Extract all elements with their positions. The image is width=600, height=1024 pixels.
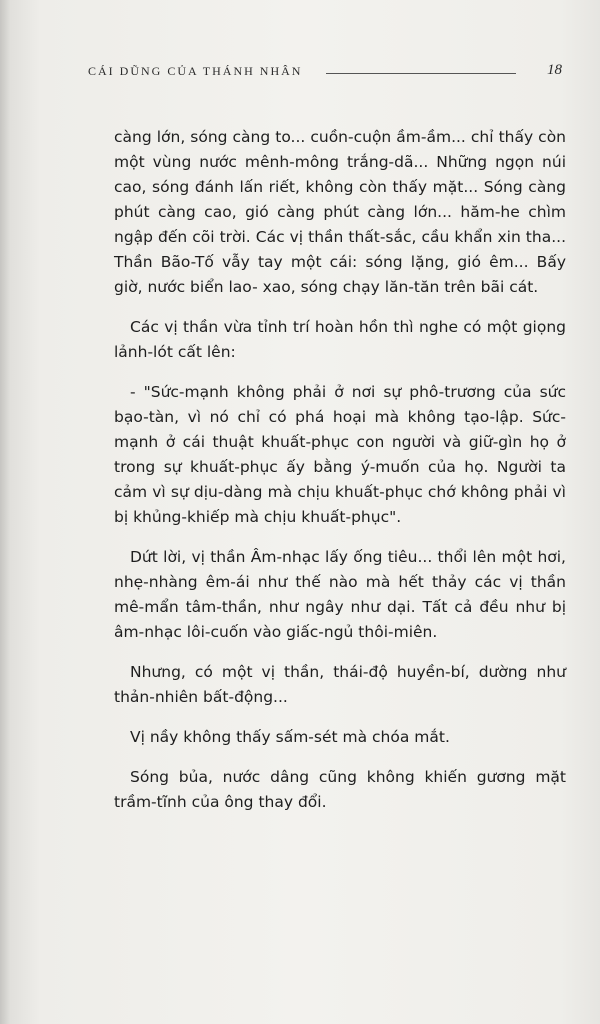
paragraph: Các vị thần vừa tỉnh trí hoàn hồn thì nghe có một giọng lảnh-lót cất lên: — [114, 318, 566, 361]
paragraph: Dứt lời, vị thần Âm-nhạc lấy ống tiêu... thổi lên một hơi, nhẹ-nhàng êm-ái như thế nào mà hết thảy các vị thần mê-mẩn tâm-thần, như ngây như dại. Tất cả đều như bị âm-nhạc lôi-cuốn vào giấc-ngủ thôi-miên. — [114, 548, 566, 641]
page-header — [88, 62, 570, 86]
page-gutter-shadow — [0, 0, 10, 1024]
paragraph: càng lớn, sóng càng to... cuồn-cuộn ầm-ầm... chỉ thấy còn một vùng nước mênh-mông trắng-dã... Những ngọn núi cao, sóng đánh lấn riết, không còn thấy mặt... Sóng càng phút càng cao, gió càng phút càng lớn... hăm-he chìm ngập đến cõi trời. Các vị thần thất-sắc, cầu khẩn xin tha... Thần Bão-Tố vẫy tay một cái: sóng lặng, gió êm... Bấy giờ, nước biển lao- xao, sóng chạy lăn-tăn trên bãi cát. — [114, 128, 566, 296]
paragraph: Nhưng, có một vị thần, thái-độ huyền-bí, dường như thản-nhiên bất-động... — [114, 663, 566, 706]
paragraph: Sóng bủa, nước dâng cũng không khiến gương mặt trầm-tĩnh của ông thay đổi. — [114, 768, 566, 811]
paragraph: Vị nầy không thấy sấm-sét mà chóa mắt. — [130, 728, 450, 746]
paragraph-quote: - "Sức-mạnh không phải ở nơi sự phô-trương của sức bạo-tàn, vì nó chỉ có phá hoại mà không tạo-lập. Sức-mạnh ở cái thuật khuất-phục con người và giữ-gìn họ ở trong sự khuất-phục ấy bằng ý-muốn của họ. Người ta cảm vì sự dịu-dàng mà chịu khuất-phục chớ không phải vì bị khủng-khiếp mà chịu khuất-phục". — [114, 383, 566, 526]
running-title: CÁI DŨNG CỦA THÁNH NHÂN — [88, 64, 303, 78]
header-rule — [326, 73, 516, 74]
page-number: 18 — [547, 62, 562, 78]
body-text — [114, 125, 566, 815]
